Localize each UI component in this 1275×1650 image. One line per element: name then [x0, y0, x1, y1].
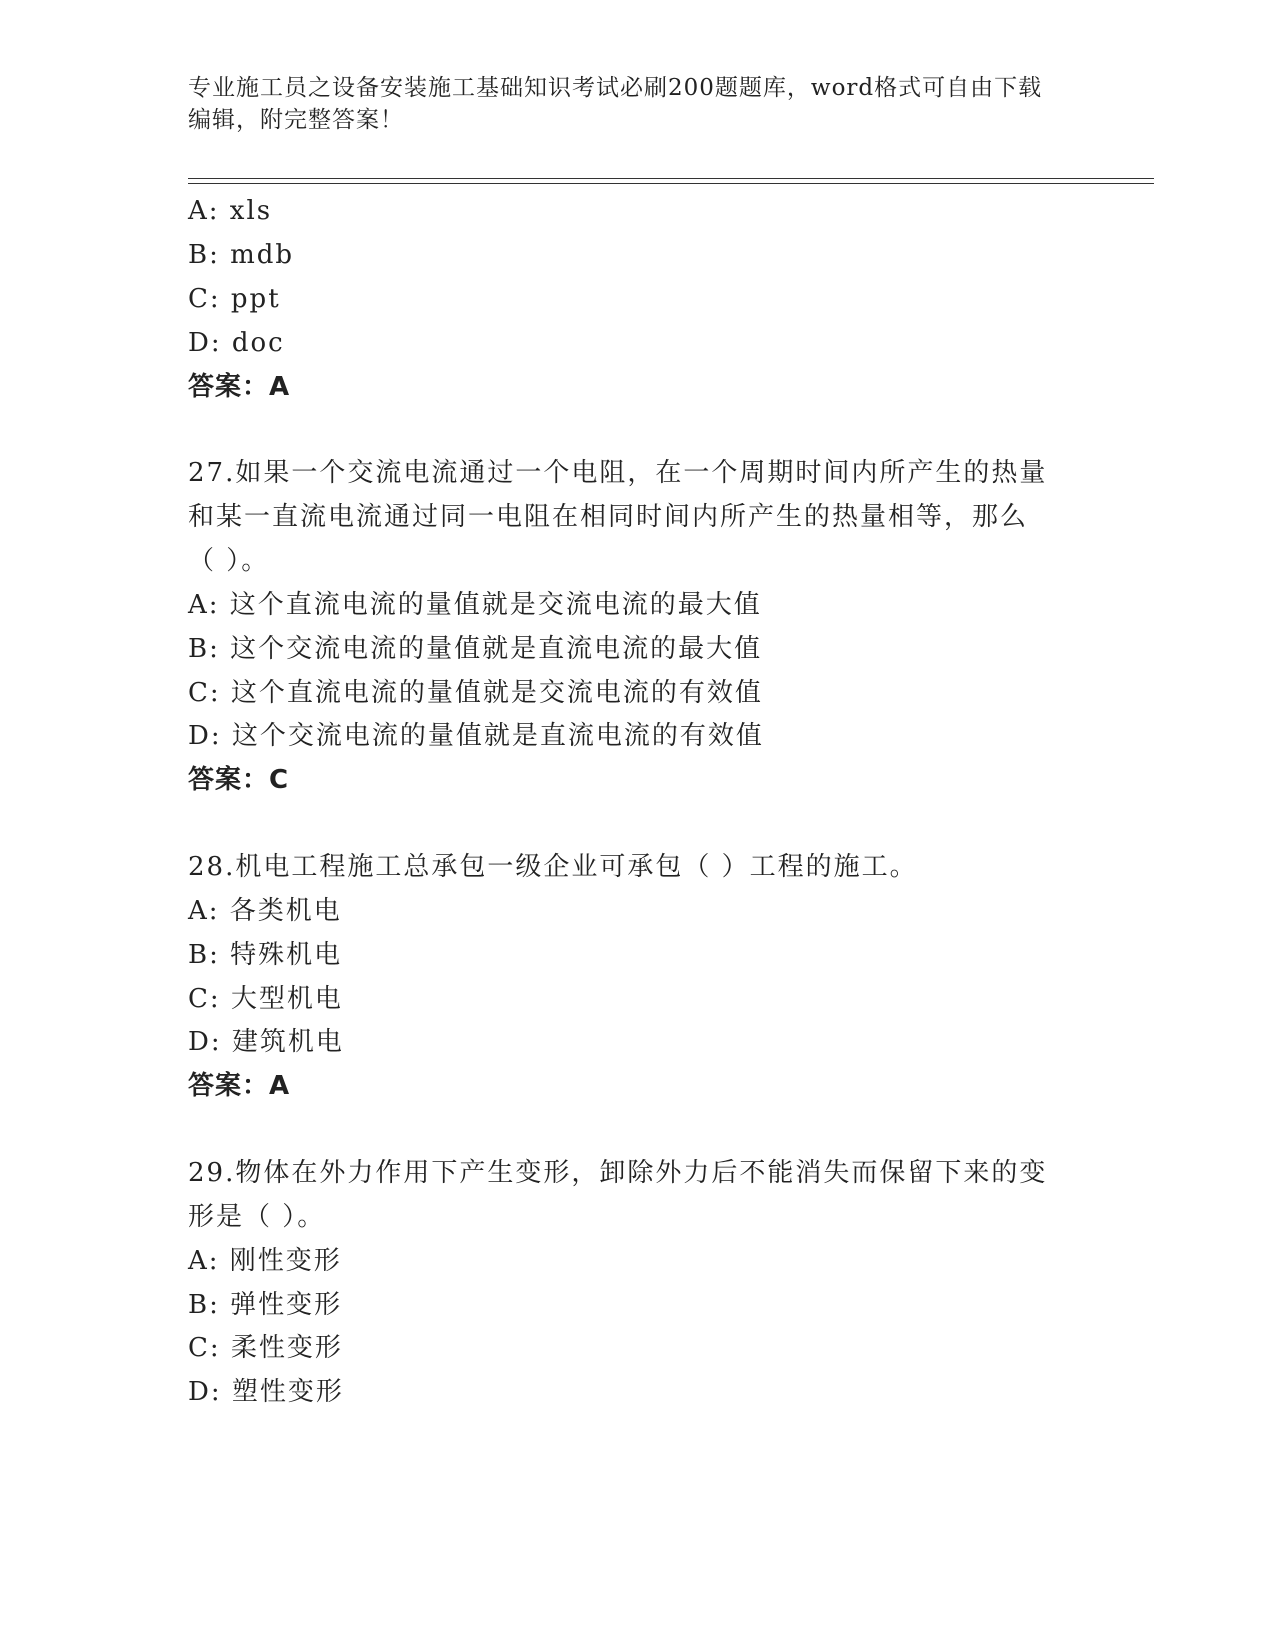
q29-option-d: D: 塑性变形	[188, 1377, 344, 1407]
q28-option-b: B: 特殊机电	[188, 940, 343, 970]
q28-answer: 答案：A	[188, 1071, 291, 1101]
q29-stem-line-1: 29.物体在外力作用下产生变形，卸除外力后不能消失而保留下来的变	[188, 1158, 1048, 1188]
header-title-line-1: 专业施工员之设备安装施工基础知识考试必刷200题题库，word格式可自由下载	[188, 75, 1043, 101]
q28-option-a: A: 各类机电	[188, 896, 342, 926]
q26-option-c: C: ppt	[188, 284, 281, 314]
q27-option-c: C: 这个直流电流的量值就是交流电流的有效值	[188, 678, 763, 708]
q26-option-a: A: xls	[188, 196, 273, 226]
q27-stem-line-2: 和某一直流电流通过同一电阻在相同时间内所产生的热量相等，那么	[188, 502, 1029, 532]
header-divider-top	[188, 178, 1154, 179]
q27-stem-line-1: 27.如果一个交流电流通过一个电阻，在一个周期时间内所产生的热量	[188, 458, 1048, 488]
q26-option-b: B: mdb	[188, 240, 295, 270]
q29-option-b: B: 弹性变形	[188, 1290, 343, 1320]
header-divider-bottom	[188, 183, 1154, 184]
q29-stem-line-2: 形是（ ）。	[188, 1202, 326, 1232]
q27-option-b: B: 这个交流电流的量值就是直流电流的最大值	[188, 634, 763, 664]
q26-option-d: D: doc	[188, 328, 285, 358]
q28-stem-line-1: 28.机电工程施工总承包一级企业可承包（ ）工程的施工。	[188, 852, 918, 882]
document-header	[188, 72, 1088, 136]
q27-stem-line-3: （ ）。	[188, 546, 270, 576]
header-title-line-2: 编辑，附完整答案！	[188, 107, 404, 133]
q28-option-c: C: 大型机电	[188, 984, 343, 1014]
q29-option-a: A: 刚性变形	[188, 1246, 342, 1276]
q27-option-a: A: 这个直流电流的量值就是交流电流的最大值	[188, 590, 762, 620]
q27-option-d: D: 这个交流电流的量值就是直流电流的有效值	[188, 721, 764, 751]
q28-option-d: D: 建筑机电	[188, 1027, 344, 1057]
q27-answer: 答案：C	[188, 765, 290, 795]
q26-answer: 答案：A	[188, 372, 291, 402]
q29-option-c: C: 柔性变形	[188, 1333, 343, 1363]
